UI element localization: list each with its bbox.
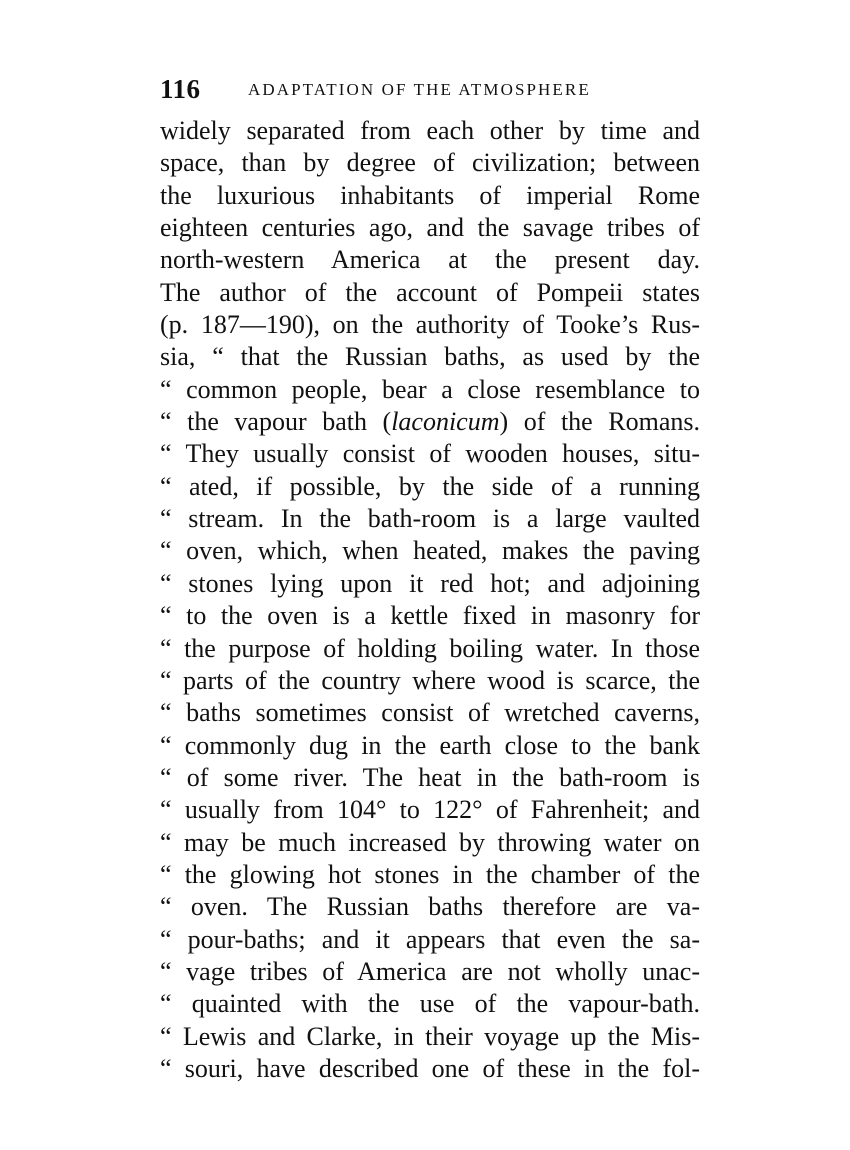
text-line: The author of the account of Pompeii states [160, 277, 700, 307]
text-line: “ may be much increased by throwing water on [160, 827, 700, 857]
text-segment: ) of the Romans. [499, 407, 700, 437]
text-line: “ the glowing hot stones in the chamber of the [160, 859, 700, 889]
text-line: “ usually from 104° to 122° of Fahrenheit; and [160, 795, 700, 825]
text-line: “ quainted with the use of the vapour-bath. [160, 989, 700, 1019]
text-line: (p. 187—190), on the authority of Tooke’s Rus- [160, 310, 700, 340]
running-head [160, 74, 700, 106]
text-line: “ commonly dug in the earth close to the bank [160, 730, 700, 760]
text-line: “ ated, if possible, by the side of a running [160, 471, 700, 501]
text-line: eighteen centuries ago, and the savage tribes of [160, 213, 700, 243]
text-line: “ oven, which, when heated, makes the paving [160, 536, 700, 566]
text-line: “ of some river. The heat in the bath-room is [160, 762, 700, 792]
page-number: 116 [160, 74, 201, 104]
text-line: “ They usually consist of wooden houses, situ- [160, 439, 700, 469]
text-line: north-western America at the present day. [160, 245, 700, 275]
text-line: “ the purpose of holding boiling water. In those [160, 633, 700, 663]
text-line: “ baths sometimes consist of wretched caverns, [160, 698, 700, 728]
text-line: “ pour-baths; and it appears that even the sa- [160, 924, 700, 954]
text-segment: “ the vapour bath ( [160, 407, 392, 437]
text-line: space, than by degree of civilization; between [160, 148, 700, 178]
text-line: “ vage tribes of America are not wholly unac- [160, 956, 700, 986]
running-title: ADAPTATION OF THE ATMOSPHERE [248, 80, 591, 99]
text-line: “ souri, have described one of these in the fol- [160, 1053, 700, 1083]
text-line: “ to the oven is a kettle fixed in masonry for [160, 601, 700, 631]
text-line [160, 406, 700, 438]
text-line: “ oven. The Russian baths therefore are va- [160, 892, 700, 922]
text-line: “ parts of the country where wood is scarce, the [160, 665, 700, 695]
text-line: the luxurious inhabitants of imperial Rome [160, 180, 700, 210]
italic-term: laconicum [391, 407, 500, 437]
text-line: “ stones lying upon it red hot; and adjoining [160, 568, 700, 598]
body-text [160, 115, 700, 1085]
text-line: “ common people, bear a close resemblance to [160, 374, 700, 404]
text-line: widely separated from each other by time and [160, 116, 700, 145]
text-line: “ Lewis and Clarke, in their voyage up the Mis- [160, 1021, 700, 1051]
text-line: “ stream. In the bath-room is a large vaulted [160, 504, 700, 534]
text-line: sia, “ that the Russian baths, as used by the [160, 342, 700, 372]
